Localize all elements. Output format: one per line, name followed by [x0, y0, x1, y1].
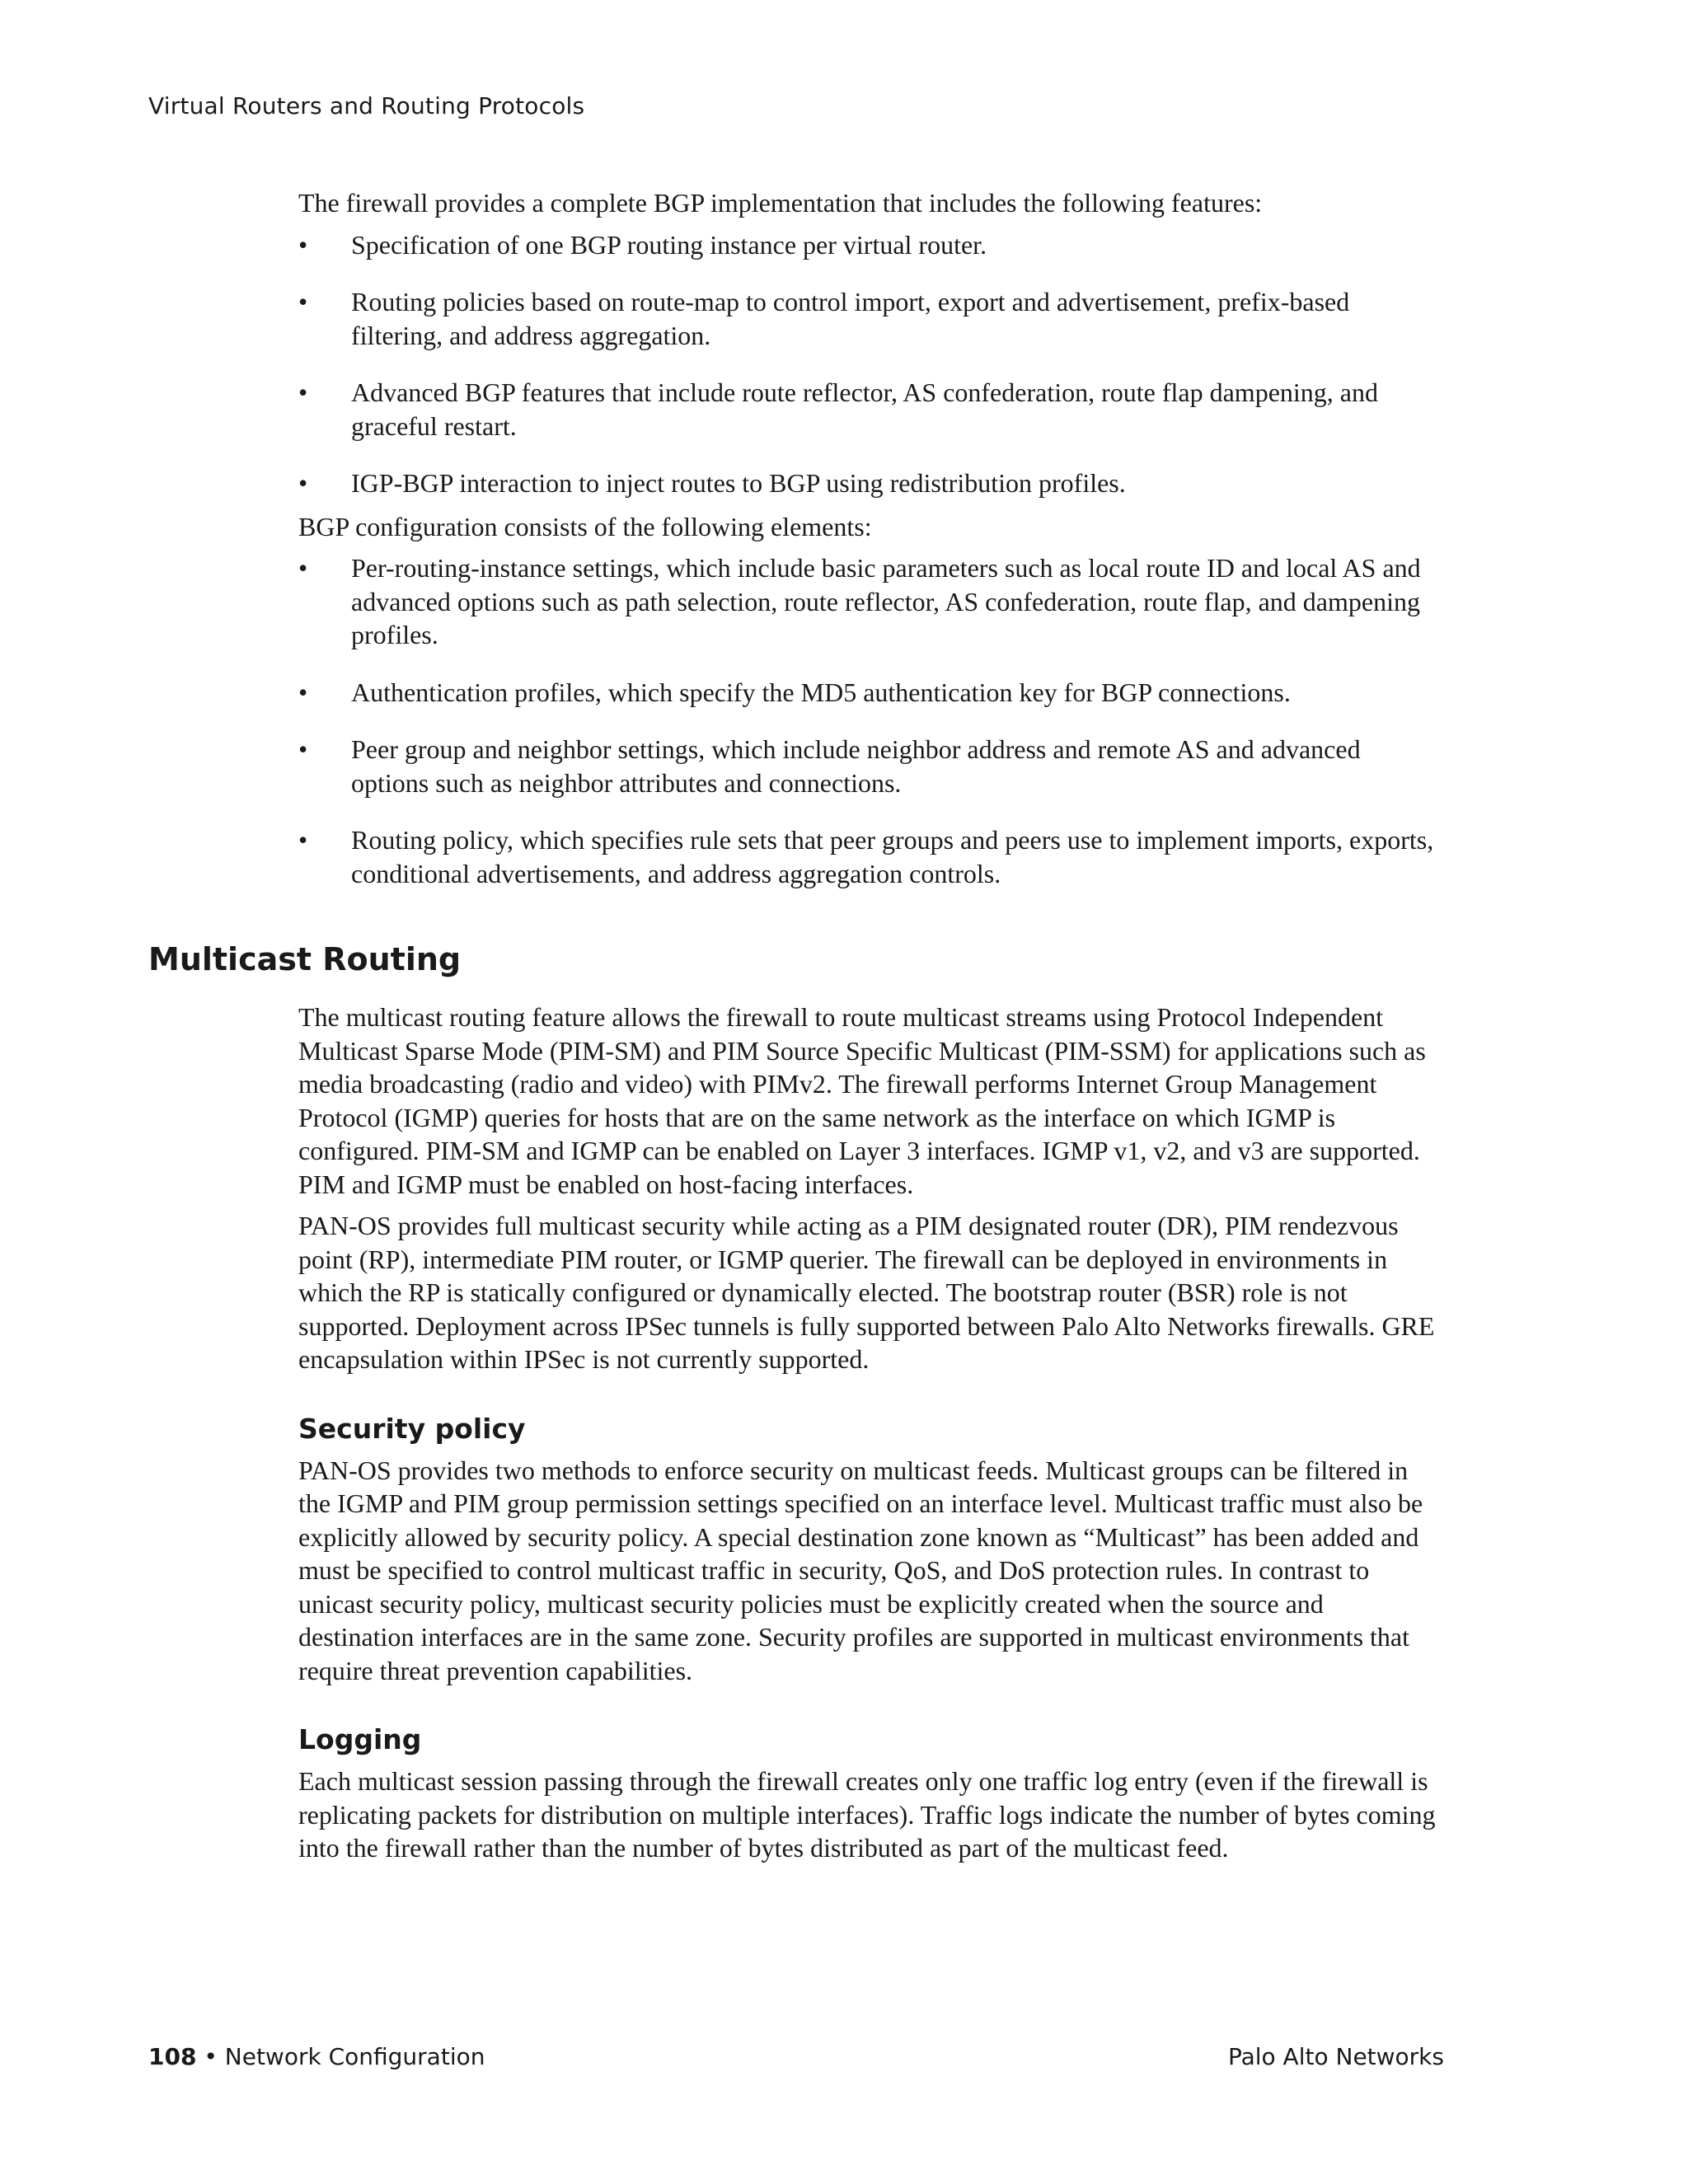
list-item: • Peer group and neighbor settings, which include neighbor address and remote AS and advanced options such as neighbor attributes and connections. [298, 734, 1361, 798]
footer-left [148, 2043, 485, 2070]
bullet-icon: • [298, 287, 308, 316]
logging-heading: Logging [298, 1723, 422, 1755]
list-item: • Authentication profiles, which specify the MD5 authentication key for BGP connections. [298, 676, 1444, 710]
bullet-icon: • [298, 825, 308, 855]
footer-separator: • [196, 2043, 225, 2070]
footer-publisher: Palo Alto Networks [1227, 2043, 1444, 2070]
bgp-intro: The firewall provides a complete BGP implementation that includes the following features: [298, 188, 1263, 218]
bullet-icon: • [298, 677, 308, 707]
bgp-config-intro: BGP configuration consists of the following elements: [298, 511, 872, 541]
list-item: • IGP-BGP interaction to inject routes to BGP using redistribution profiles. [298, 466, 1444, 500]
bullet-icon: • [298, 229, 308, 260]
multicast-paragraph-2: PAN-OS provides full multicast security while acting as a PIM designated router (DR), PIM rendezvous point (RP), intermediate PIM router, or IGMP querier. The firewall can be deployed in environments in which the RP is statically configured or dynamically elected. The bootstrap router (BSR) role is not supported. Deployment across IPSec tunnels is fully supported between Palo Alto Networks firewalls. GRE encapsulation within IPSec is not currently supported. [298, 1211, 1435, 1374]
logging-paragraph: Each multicast session passing through the firewall creates only one traffic log entry (even if the firewall is replicating packets for distribution on multiple interfaces). Traffic logs indicate the number of bytes coming into the firewall rather than the number of bytes distributed as part of the multicast feed. [298, 1766, 1436, 1863]
list-item: • Routing policies based on route-map to control import, export and advertisement, prefix-based filtering, and address aggregation. [298, 287, 1350, 350]
list-item: • Routing policy, which specifies rule sets that peer groups and peers use to implement imports, exports, conditional advertisements, and address aggregation controls. [298, 825, 1434, 888]
bgp-feature-list [298, 228, 1444, 500]
bullet-icon: • [298, 734, 308, 764]
page-body [148, 186, 1444, 1873]
list-item: • Per-routing-instance settings, which include basic parameters such as local route ID and local AS and advanced options such as path selection, route reflector, AS confederation, route flap, and dampening profiles. [298, 553, 1421, 649]
multicast-routing-heading: Multicast Routing [148, 941, 462, 977]
bullet-icon: • [298, 553, 308, 583]
bullet-icon: • [298, 468, 308, 498]
security-policy-heading: Security policy [298, 1412, 526, 1445]
running-header: Virtual Routers and Routing Protocols [148, 92, 585, 120]
page-number: 108 [148, 2043, 197, 2070]
security-policy-paragraph: PAN-OS provides two methods to enforce security on multicast feeds. Multicast groups can be filtered in the IGMP and PIM group permission settings specified on an interface level. Multicast traffic must also be explicitly allowed by security policy. A special destination zone known as “Multicast” has been added and must be specified to control multicast traffic in security, QoS, and DoS protection rules. In contrast to unicast security policy, multicast security policies must be explicitly created when the source and destination interfaces are in the same zone. Security profiles are supported in multicast environments that require threat prevention capabilities. [298, 1455, 1423, 1685]
bullet-icon: • [298, 377, 308, 407]
list-item: • Specification of one BGP routing instance per virtual router. [298, 228, 1444, 262]
multicast-paragraph-1: The multicast routing feature allows the firewall to route multicast streams using Protocol Independent Multicast Sparse Mode (PIM-SM) and PIM Source Specific Multicast (PIM-SSM) for applications such as media broadcasting (radio and video) with PIMv2. The firewall performs Internet Group Management Protocol (IGMP) queries for hosts that are on the same network as the interface on which IGMP is configured. PIM-SM and IGMP can be enabled on Layer 3 interfaces. IGMP v1, v2, and v3 are supported. PIM and IGMP must be enabled on host-facing interfaces. [298, 1002, 1426, 1199]
list-item: • Advanced BGP features that include route reflector, AS confederation, route flap dampening, and graceful restart. [298, 377, 1378, 441]
footer-section: Network Configuration [224, 2043, 485, 2070]
bgp-element-list [298, 551, 1444, 890]
